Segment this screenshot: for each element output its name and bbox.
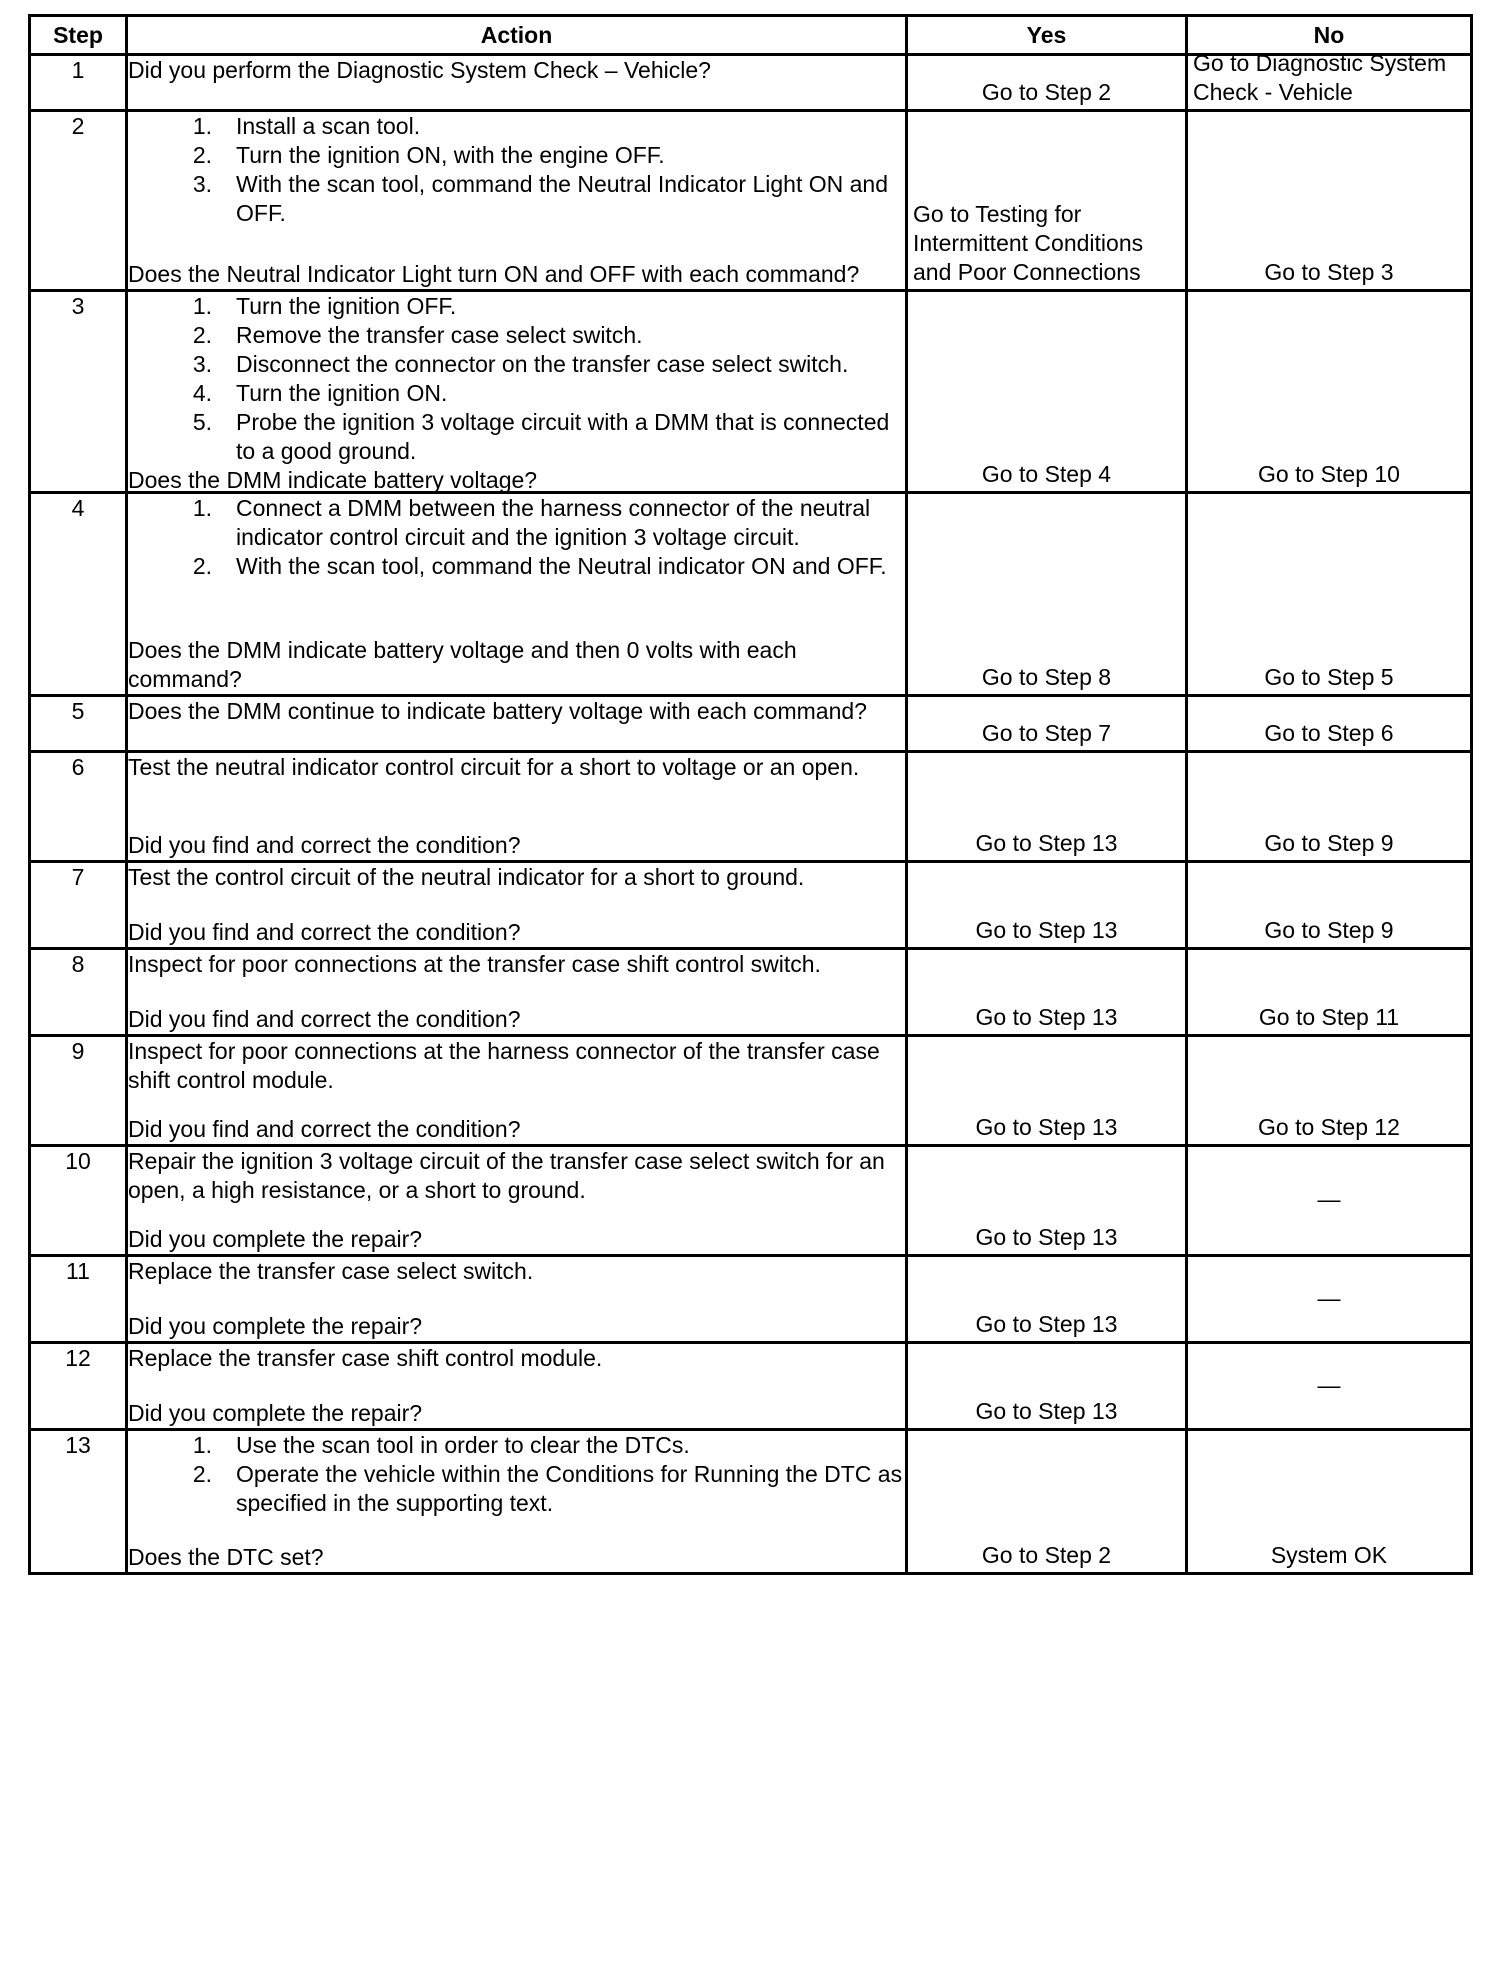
list-item (128, 112, 905, 141)
yes-answer: Go to Step 13 (975, 830, 1118, 856)
yes-answer-cell (907, 752, 1187, 862)
action-steps-list (128, 112, 905, 228)
yes-answer: Go to Step 13 (975, 1311, 1118, 1337)
no-answer: Go to Step 6 (1264, 720, 1394, 746)
list-item (128, 321, 905, 350)
yes-answer-cell (907, 1146, 1187, 1256)
no-answer-cell (1187, 1256, 1472, 1343)
action-cell (127, 111, 907, 291)
list-item (128, 170, 905, 228)
item-text: Disconnect the connector on the transfer case select switch. (236, 351, 849, 377)
list-item (128, 408, 905, 466)
item-number: 1. (192, 293, 212, 319)
item-text: Turn the ignition OFF. (236, 293, 457, 319)
item-number: 1. (192, 1432, 212, 1458)
step-number: 7 (30, 862, 127, 949)
yes-answer-cell (907, 291, 1187, 493)
action-question: Does the DMM continue to indicate battery voltage with each command? (128, 698, 867, 724)
table-row (30, 752, 1472, 862)
table-row (30, 1256, 1472, 1343)
action-question: Did you find and correct the condition? (128, 919, 521, 945)
step-number: 12 (30, 1343, 127, 1430)
yes-answer: Go to Step 4 (981, 461, 1112, 487)
action-cell (127, 752, 907, 862)
no-answer: Go to Step 10 (1258, 461, 1400, 487)
action-cell (127, 1256, 907, 1343)
no-answer-cell (1187, 291, 1472, 493)
no-answer: Go to Step 9 (1264, 830, 1394, 856)
yes-answer-cell (907, 1256, 1187, 1343)
table-row (30, 696, 1472, 752)
no-answer-cell (1187, 696, 1472, 752)
step-number: 1 (30, 55, 127, 111)
action-cell (127, 1430, 907, 1574)
step-number: 3 (30, 291, 127, 493)
action-text: Replace the transfer case select switch. (128, 1258, 534, 1284)
action-question: Does the DTC set? (128, 1544, 324, 1570)
action-text: Replace the transfer case shift control module. (128, 1345, 603, 1371)
yes-answer: Go to Step 13 (975, 1224, 1118, 1250)
no-answer: — (1317, 1371, 1341, 1398)
step-number: 5 (30, 696, 127, 752)
action-text: Test the control circuit of the neutral indicator for a short to ground. (128, 864, 805, 890)
table-row (30, 111, 1472, 291)
action-cell (127, 55, 907, 111)
table-row (30, 949, 1472, 1036)
table-row (30, 1146, 1472, 1256)
item-text: Turn the ignition ON, with the engine OFF. (236, 142, 665, 168)
list-item (128, 350, 905, 379)
item-number: 3. (192, 351, 212, 377)
action-cell (127, 291, 907, 493)
list-item (128, 552, 905, 581)
header-step: Step (30, 16, 127, 55)
no-answer-cell (1187, 1146, 1472, 1256)
yes-answer-cell (907, 1343, 1187, 1430)
no-answer: Go to Step 11 (1258, 1004, 1400, 1030)
no-answer: Go to Step 12 (1258, 1114, 1400, 1140)
list-item (128, 141, 905, 170)
item-text: Probe the ignition 3 voltage circuit with a DMM that is connected to a good ground. (236, 409, 890, 464)
list-item (128, 292, 905, 321)
step-number: 13 (30, 1430, 127, 1574)
item-text: Connect a DMM between the harness connector of the neutral indicator control circuit and the ignition 3 voltage circuit. (236, 495, 871, 550)
no-answer: Go to Step 3 (1264, 259, 1394, 285)
action-cell (127, 493, 907, 696)
yes-answer: Go to Step 13 (975, 1004, 1118, 1030)
item-number: 2. (192, 322, 212, 348)
item-text: Install a scan tool. (236, 113, 421, 139)
no-answer-cell (1187, 111, 1472, 291)
action-question: Did you find and correct the condition? (128, 1116, 521, 1142)
action-cell (127, 1036, 907, 1146)
action-cell (127, 696, 907, 752)
item-number: 3. (192, 171, 212, 197)
action-steps-list (128, 494, 905, 581)
step-number: 4 (30, 493, 127, 696)
no-answer: — (1317, 1186, 1341, 1212)
action-cell (127, 1146, 907, 1256)
no-answer-cell (1187, 1430, 1472, 1574)
table-row (30, 862, 1472, 949)
yes-answer: Go to Step 13 (975, 917, 1118, 943)
no-answer-cell (1187, 1036, 1472, 1146)
item-number: 1. (192, 495, 212, 521)
action-question: Did you perform the Diagnostic System Check – Vehicle? (128, 57, 711, 83)
yes-answer: Go to Step 2 (981, 79, 1112, 105)
action-question: Does the DMM indicate battery voltage? (128, 467, 538, 493)
list-item (128, 494, 905, 552)
action-text: Repair the ignition 3 voltage circuit of the transfer case select switch for an open, a high resistance, or a short to ground. (128, 1148, 885, 1203)
no-answer: — (1317, 1284, 1341, 1311)
step-number: 8 (30, 949, 127, 1036)
action-question: Did you complete the repair? (128, 1400, 423, 1426)
yes-answer: Go to Step 7 (981, 720, 1112, 746)
no-answer-cell (1187, 752, 1472, 862)
list-item (128, 379, 905, 408)
no-answer: Go to Step 9 (1264, 917, 1394, 943)
list-item (128, 1431, 905, 1460)
action-text: Inspect for poor connections at the harness connector of the transfer case shift control module. (128, 1038, 880, 1093)
item-text: Operate the vehicle within the Conditions for Running the DTC as specified in the supporting text. (236, 1461, 903, 1516)
item-text: With the scan tool, command the Neutral Indicator Light ON and OFF. (236, 171, 888, 226)
header-action: Action (127, 16, 907, 55)
table-row (30, 1343, 1472, 1430)
action-text: Inspect for poor connections at the transfer case shift control switch. (128, 951, 821, 977)
action-steps-list (128, 292, 905, 466)
header-yes: Yes (907, 16, 1187, 55)
action-question: Did you complete the repair? (128, 1313, 423, 1339)
step-number: 9 (30, 1036, 127, 1146)
item-number: 2. (192, 553, 212, 579)
table-row (30, 55, 1472, 111)
yes-answer: Go to Step 8 (981, 664, 1112, 690)
no-answer-cell (1187, 493, 1472, 696)
no-answer-cell (1187, 1343, 1472, 1430)
action-question: Does the Neutral Indicator Light turn ON and OFF with each command? (128, 261, 860, 287)
item-text: Turn the ignition ON. (236, 380, 448, 406)
step-number: 10 (30, 1146, 127, 1256)
no-answer-cell (1187, 50, 1472, 111)
yes-answer-cell (907, 949, 1187, 1036)
item-number: 1. (192, 113, 212, 139)
yes-answer: Go to Testing for Intermittent Conditions and Poor Connections (913, 201, 1144, 285)
header-no: No (1187, 16, 1472, 55)
yes-answer-cell (907, 862, 1187, 949)
table-row (30, 493, 1472, 696)
item-text: Remove the transfer case select switch. (236, 322, 643, 348)
yes-answer-cell (907, 1430, 1187, 1574)
action-question: Did you find and correct the condition? (128, 1006, 521, 1032)
action-question: Does the DMM indicate battery voltage and then 0 volts with each command? (128, 637, 797, 692)
action-cell (127, 862, 907, 949)
item-number: 2. (192, 142, 212, 168)
no-answer: System OK (1270, 1542, 1388, 1568)
item-number: 5. (192, 409, 212, 435)
no-answer-cell (1187, 862, 1472, 949)
action-steps-list (128, 1431, 905, 1518)
item-text: Use the scan tool in order to clear the DTCs. (236, 1432, 690, 1458)
action-text: Test the neutral indicator control circuit for a short to voltage or an open. (128, 754, 860, 780)
yes-answer: Go to Step 13 (975, 1398, 1118, 1424)
no-answer: Go to Step 5 (1264, 664, 1394, 690)
yes-answer: Go to Step 13 (975, 1114, 1118, 1140)
action-cell (127, 1343, 907, 1430)
step-number: 2 (30, 111, 127, 291)
table-row (30, 1036, 1472, 1146)
item-number: 4. (192, 380, 212, 406)
yes-answer: Go to Step 2 (981, 1542, 1112, 1568)
no-answer: Go to Diagnostic System Check - Vehicle (1193, 50, 1447, 105)
table-row (30, 291, 1472, 493)
yes-answer-cell (907, 111, 1187, 291)
item-number: 2. (192, 1461, 212, 1487)
list-item (128, 1460, 905, 1518)
yes-answer-cell (907, 493, 1187, 696)
no-answer-cell (1187, 949, 1472, 1036)
yes-answer-cell (907, 55, 1187, 111)
table-row (30, 1430, 1472, 1574)
yes-answer-cell (907, 696, 1187, 752)
item-text: With the scan tool, command the Neutral indicator ON and OFF. (236, 553, 887, 579)
yes-answer-cell (907, 1036, 1187, 1146)
step-number: 11 (30, 1256, 127, 1343)
action-question: Did you complete the repair? (128, 1226, 423, 1252)
action-question: Did you find and correct the condition? (128, 832, 521, 858)
step-number: 6 (30, 752, 127, 862)
action-cell (127, 949, 907, 1036)
diagnostic-table (28, 14, 1473, 1575)
